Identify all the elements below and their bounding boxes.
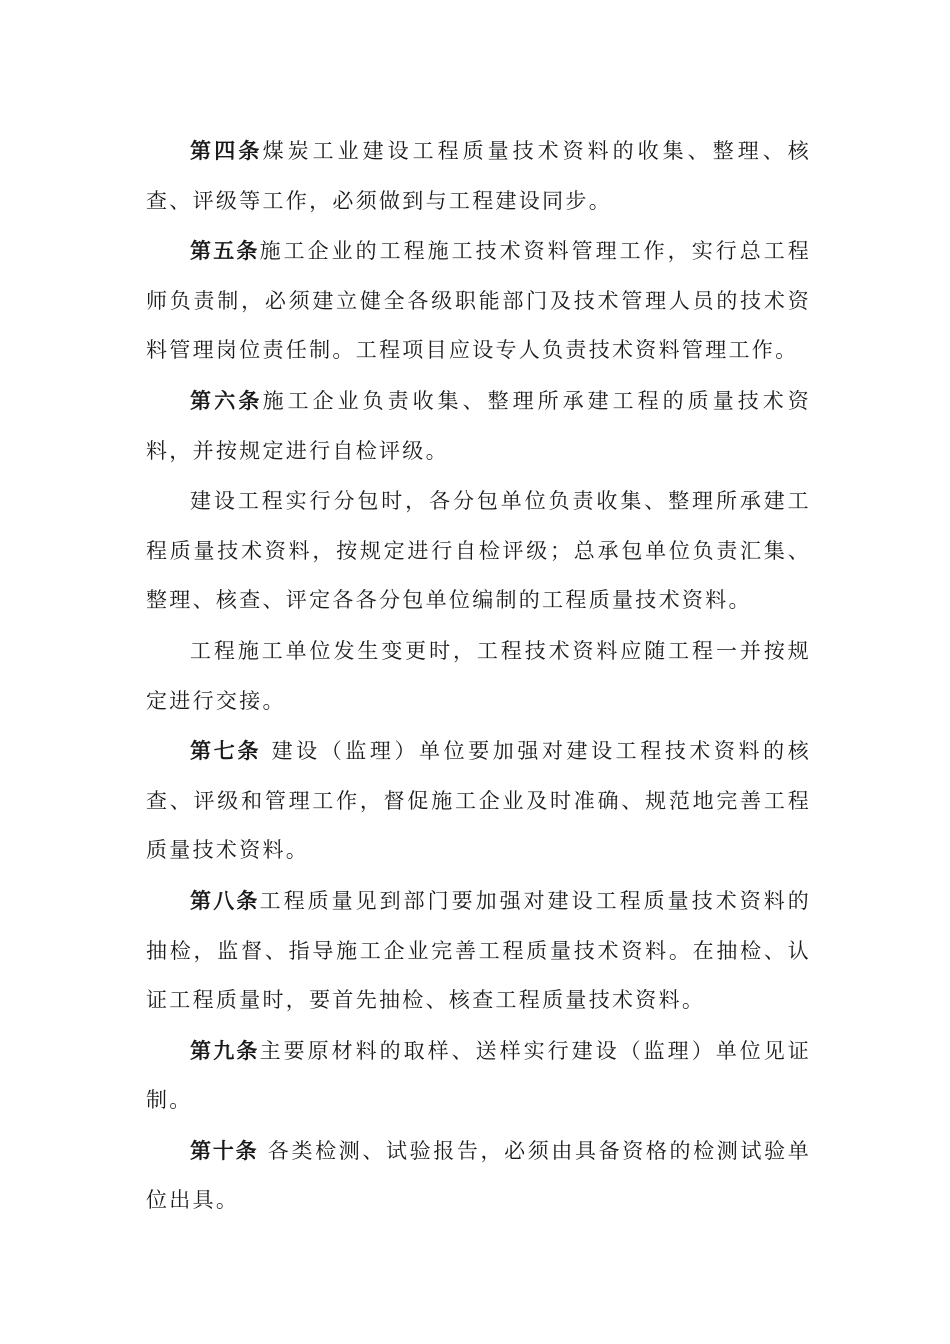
paragraph-text: 主要原材料的取样、送样实行建设（监理）单位见证制。 <box>146 1038 812 1113</box>
document-body <box>146 126 811 1226</box>
article-number: 第九条 <box>190 1037 260 1063</box>
article-number: 第七条 <box>190 738 262 764</box>
article-number: 第八条 <box>190 887 260 913</box>
paragraph-subcontract <box>146 476 811 626</box>
paragraph-article-6 <box>146 376 811 476</box>
paragraph-text: 煤炭工业建设工程质量技术资料的收集、整理、核查、评级等工作，必须做到与工程建设同步。 <box>146 139 812 213</box>
paragraph-handover <box>146 626 811 726</box>
paragraph-text: 施工企业的工程施工技术资料管理工作，实行总工程师负责制，必须建立健全各级职能部门及技术管理人员的技术资料管理岗位责任制。工程项目应设专人负责技术资料管理工作。 <box>146 239 812 363</box>
paragraph-article-7 <box>146 726 811 876</box>
paragraph-article-10 <box>146 1126 811 1226</box>
paragraph-text: 工程质量见到部门要加强对建设工程质量技术资料的抽检，监督、指导施工企业完善工程质量技术资料。在抽检、认证工程质量时，要首先抽检、核查工程质量技术资料。 <box>146 888 812 1013</box>
article-number: 第五条 <box>190 238 260 264</box>
paragraph-article-4 <box>146 126 811 226</box>
paragraph-article-8 <box>146 876 811 1026</box>
article-number: 第十条 <box>190 1137 259 1163</box>
paragraph-text: 施工企业负责收集、整理所承建工程的质量技术资料，并按规定进行自检评级。 <box>146 388 812 463</box>
paragraph-text: 工程施工单位发生变更时，工程技术资料应随工程一并按规定进行交接。 <box>146 638 811 713</box>
paragraph-text: 建设（监理）单位要加强对建设工程技术资料的核查、评级和管理工作，督促施工企业及时准确、规范地完善工程质量技术资料。 <box>146 739 812 863</box>
paragraph-text: 建设工程实行分包时，各分包单位负责收集、整理所承建工程质量技术资料，按规定进行自检评级；总承包单位负责汇集、整理、核查、评定各各分包单位编制的工程质量技术资料。 <box>146 489 811 613</box>
paragraph-article-9 <box>146 1026 811 1126</box>
paragraph-article-5 <box>146 226 811 376</box>
article-number: 第四条 <box>190 138 263 163</box>
paragraph-text: 各类检测、试验报告，必须由具备资格的检测试验单位出具。 <box>146 1138 812 1213</box>
article-number: 第六条 <box>190 387 263 413</box>
